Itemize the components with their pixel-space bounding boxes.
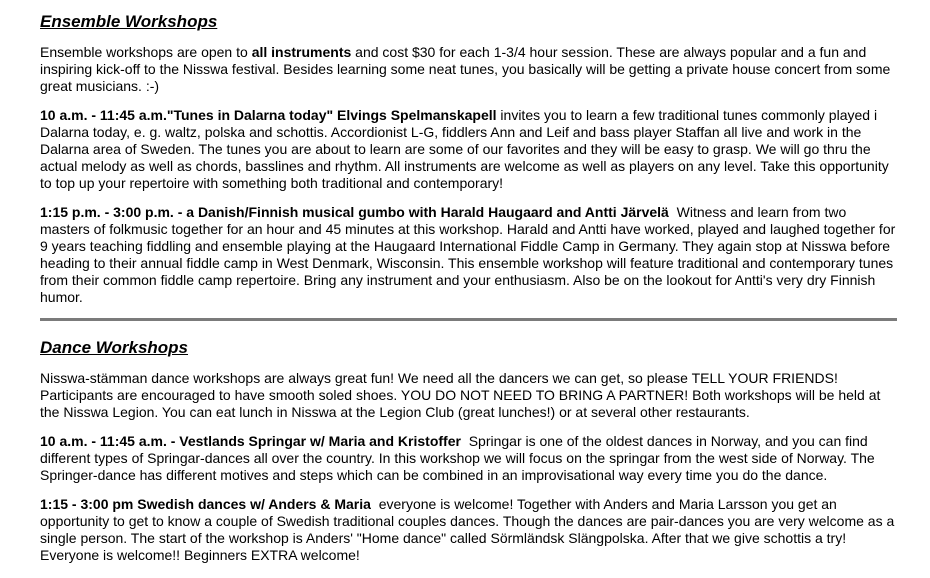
section-ensemble-workshops xyxy=(40,12,900,306)
body-text: Ensemble workshops are open to xyxy=(40,44,252,60)
section-heading-dance-workshops: Dance Workshops xyxy=(40,338,189,357)
document xyxy=(40,12,900,564)
body-text: everyone is welcome! Together with Anders and Maria Larsson you get an opportunity to get to know a couple of Swedish traditional couples dances. Though the dances are pair-dances you are very welcome as a single person. The start of the workshop is Anders' "Home dance" called Sörmländsk Slängpolska. After that we give schottis a try! Everyone is welcome!! Beginners EXTRA welcome! xyxy=(40,496,899,563)
bold-text: 10 a.m. - 11:45 a.m."Tunes in Dalarna today" Elvings Spelmanskapell xyxy=(40,107,497,123)
paragraph xyxy=(40,107,897,192)
section-dance-workshops xyxy=(40,338,897,564)
bold-text: 10 a.m. - 11:45 a.m. - Vestlands Springar w/ Maria and Kristoffer xyxy=(40,433,461,449)
paragraph xyxy=(40,433,897,484)
bold-text: 1:15 p.m. - 3:00 p.m. - a Danish/Finnish musical gumbo with Harald Haugaard and Antti Järvelä xyxy=(40,204,669,220)
body-text: and cost $30 for each 1-3/4 hour session. These are always popular and a fun and inspiring kick-off to the Nisswa festival. Besides learning some neat tunes, you basically will be getting a private house concert from some great musicians. :-) xyxy=(40,44,895,94)
paragraph xyxy=(40,44,897,95)
paragraph xyxy=(40,204,900,306)
bold-text: 1:15 - 3:00 pm Swedish dances w/ Anders & Maria xyxy=(40,496,371,512)
paragraph xyxy=(40,370,897,421)
body-text: Nisswa-stämman dance workshops are always great fun! We need all the dancers we can get, so please TELL YOUR FRIENDS! Participants are encouraged to have smooth soled shoes. YOU DO NOT NEED TO BRING A PARTNER! Both workshops will be held at the Nisswa Legion. You can eat lunch in Nisswa at the Legion Club (great lunches!) or at several other restaurants. xyxy=(40,370,885,420)
body-text: invites you to learn a few traditional tunes commonly played i Dalarna today, e. g. waltz, polska and schottis. Accordionist L-G, fiddlers Ann and Leif and bass player Staffan all live and work in the Dalarna area of Sweden. The tunes you are about to learn are some of our favorites and they will be easy to grasp. We will go thru the actual melody as well as chords, basslines and rhythm. All instruments are welcome as well as players on any level. Take this opportunity to top up your repertoire with something both traditional and contemporary! xyxy=(40,107,893,191)
body-text: Witness and learn from two masters of folkmusic together for an hour and 45 minutes at this workshop. Harald and Antti have worked, played and laughed together for 9 years teaching fiddling and ensemble playing at the Haugaard International Fiddle Camp in Germany. They again stop at Nisswa before heading to their annual fiddle camp in West Denmark, Wisconsin. This ensemble workshop will feature traditional and contemporary tunes from their common fiddle camp repertoire. Bring any instrument and your enthusiasm. Also be on the lookout for Antti's very dry Finnish humor. xyxy=(40,204,900,305)
section-heading-ensemble-workshops: Ensemble Workshops xyxy=(40,12,218,31)
bold-text: all instruments xyxy=(251,44,352,60)
body-text: Springar is one of the oldest dances in Norway, and you can find different types of Springar-dances all over the country. In this workshop we will focus on the springar from the west side of Norway. The Springer-dance has different motives and steps which can be combined in an improvisational way every time you do the dance. xyxy=(40,433,879,483)
section-divider xyxy=(40,318,897,321)
paragraph xyxy=(40,496,897,564)
